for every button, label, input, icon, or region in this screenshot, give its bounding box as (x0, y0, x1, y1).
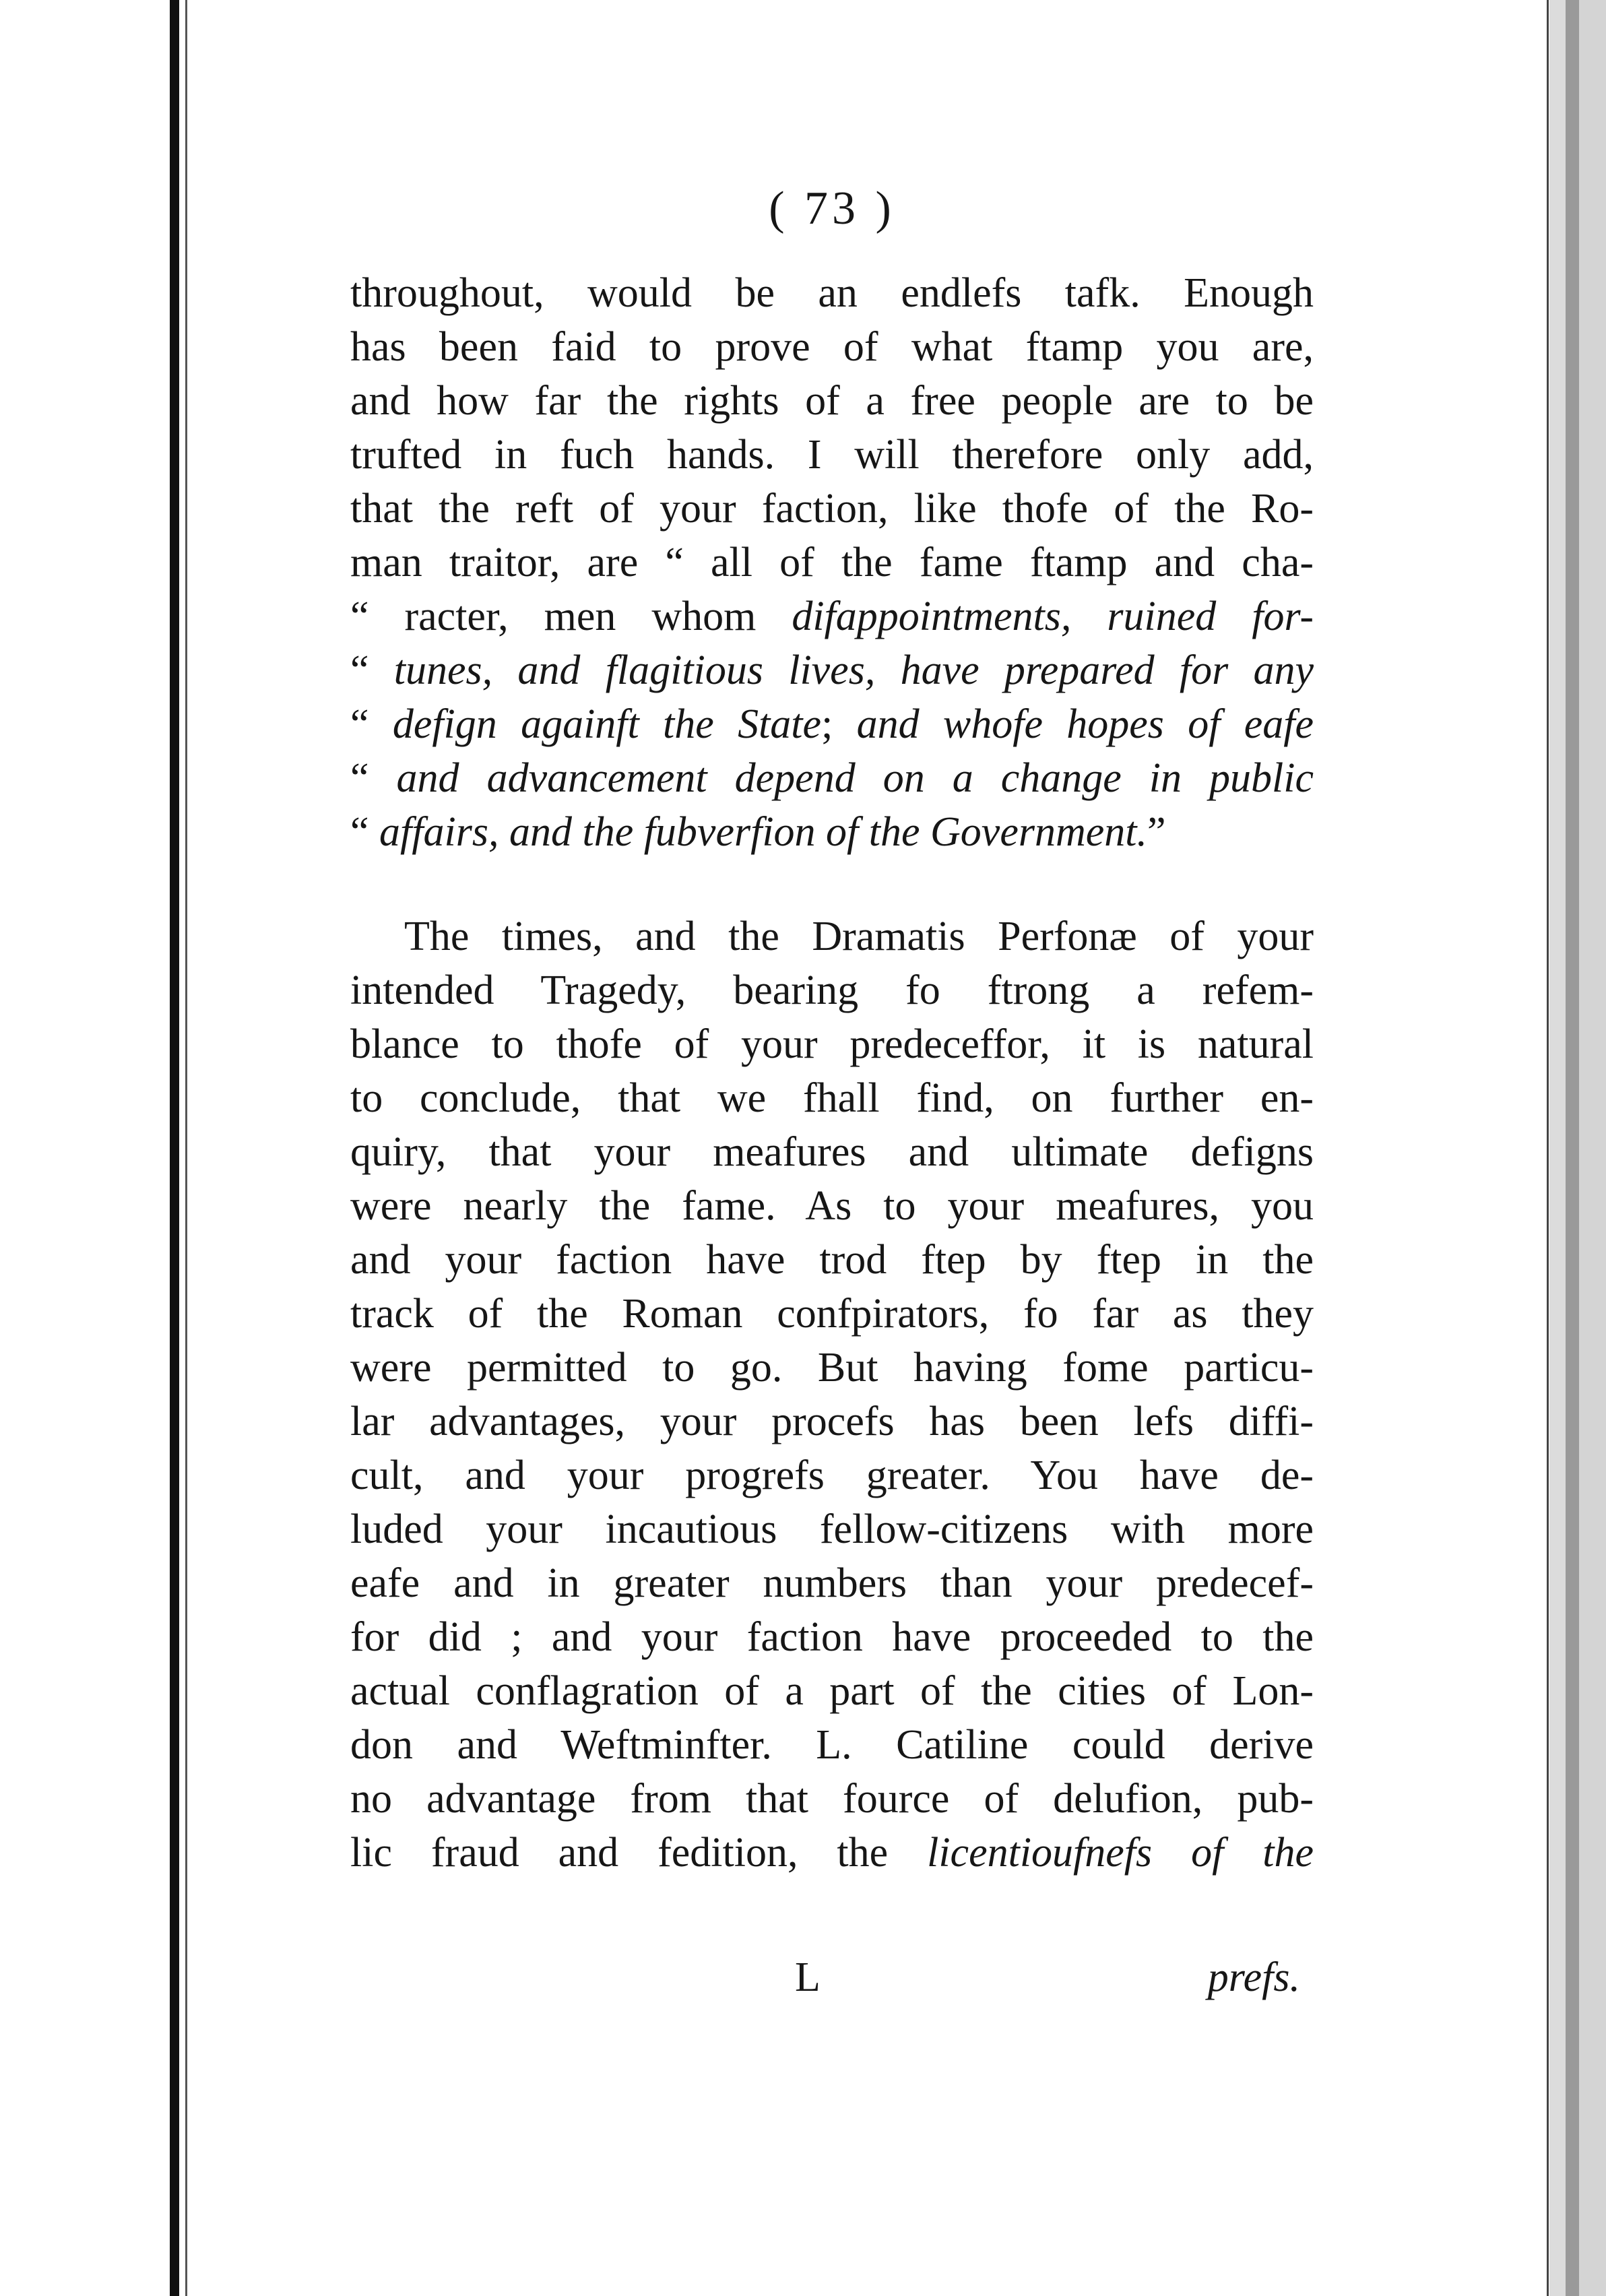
italic-text: and whofe hopes of eafe (856, 701, 1314, 747)
binding-edge-line (185, 0, 187, 2296)
italic-text: tunes, and flagitious lives, have prepared for any (393, 647, 1314, 693)
roman-text: ” (1147, 809, 1166, 855)
page-number-header: ( 73 ) (769, 183, 895, 234)
text-line (350, 963, 1314, 1017)
text-line (350, 1610, 1314, 1664)
text-line (350, 482, 1314, 536)
text-line (350, 536, 1314, 589)
roman-text: The times, and the Dramatis Perfonæ of your (404, 914, 1314, 959)
italic-text: defign againft the State (392, 701, 822, 747)
roman-text: “ racter, men whom (350, 594, 792, 639)
fore-edge-dark (1566, 0, 1579, 2296)
roman-text: throughout, would be an endlefs tafk. Enough (350, 270, 1314, 316)
roman-text: has been faid to prove of what ftamp you are, (350, 324, 1314, 370)
roman-text: blance to thofe of your predeceffor, it is natural (350, 1021, 1314, 1067)
fore-edge-shadow (1549, 0, 1566, 2296)
signature-mark: L (795, 1954, 821, 2000)
fore-edge-line (1547, 0, 1549, 2296)
catchword: prefs. (1207, 1954, 1300, 2000)
italic-text: and advancement depend on a change in public (396, 755, 1314, 801)
roman-text: were nearly the fame. As to your meafures, you (350, 1183, 1314, 1229)
binding-edge (170, 0, 179, 2296)
italic-text: difappointments, ruined for- (792, 594, 1314, 639)
text-line (350, 1502, 1314, 1556)
roman-text: man traitor, are “ all of the fame ftamp and cha- (350, 540, 1314, 585)
text-line (350, 643, 1314, 697)
roman-text: lic fraud and fedition, the (350, 1830, 928, 1876)
text-line (350, 1287, 1314, 1341)
italic-text: licentioufnefs of the (927, 1830, 1314, 1876)
roman-text: “ (350, 701, 393, 747)
text-line (350, 1017, 1314, 1071)
roman-text: “ (350, 647, 394, 693)
book-page (350, 162, 1314, 2210)
text-line (350, 1718, 1314, 1772)
roman-text: eafe and in greater numbers than your predecef- (350, 1560, 1314, 1606)
roman-text: and how far the rights of a free people are to be (350, 378, 1314, 424)
text-line (350, 1772, 1314, 1826)
roman-text: “ (350, 809, 380, 855)
text-line (350, 1233, 1314, 1287)
roman-text: cult, and your progrefs greater. You have de- (350, 1453, 1314, 1498)
roman-text: for did ; and your faction have proceeded to the (350, 1614, 1314, 1660)
text-line (350, 266, 1314, 320)
roman-text: luded your incautious fellow-citizens with more (350, 1506, 1314, 1552)
text-line (350, 1664, 1314, 1718)
text-line (350, 1179, 1314, 1233)
paragraph-1 (350, 266, 1314, 859)
roman-text: to conclude, that we fhall find, on further en- (350, 1075, 1314, 1121)
text-line (350, 1556, 1314, 1610)
roman-text: that the reft of your faction, like thofe of the Ro- (350, 486, 1314, 532)
roman-text: intended Tragedy, bearing fo ftrong a refem- (350, 967, 1314, 1013)
roman-text: actual conflagration of a part of the cities of Lon- (350, 1668, 1314, 1714)
text-line (350, 1125, 1314, 1179)
text-line (350, 751, 1314, 805)
roman-text: “ (350, 755, 397, 801)
text-line (350, 910, 1314, 963)
text-line (350, 805, 1314, 859)
text-line (350, 697, 1314, 751)
roman-text: were permitted to go. But having fome particu- (350, 1345, 1314, 1391)
text-line (350, 589, 1314, 643)
page-footer (350, 1954, 1314, 2014)
roman-text: track of the Roman confpirators, fo far as they (350, 1291, 1314, 1337)
italic-text: affairs, and the fubverfion of the Government. (379, 809, 1147, 855)
text-line (350, 1341, 1314, 1395)
text-line (350, 428, 1314, 482)
scan-margin-left (0, 0, 176, 2296)
roman-text: no advantage from that fource of delufion, pub- (350, 1776, 1314, 1822)
roman-text: don and Weftminfter. L. Catiline could derive (350, 1722, 1314, 1768)
roman-text: lar advantages, your procefs has been lefs diffi- (350, 1399, 1314, 1444)
text-line (350, 374, 1314, 428)
roman-text: quiry, that your meafures and ultimate defigns (350, 1129, 1314, 1175)
roman-text: ; (821, 701, 857, 747)
roman-text: trufted in fuch hands. I will therefore only add, (350, 432, 1314, 478)
paragraph-2 (350, 910, 1314, 1880)
text-line (350, 1071, 1314, 1125)
text-line (350, 1395, 1314, 1448)
fore-edge-light (1579, 0, 1606, 2296)
text-line (350, 320, 1314, 374)
text-line (350, 1448, 1314, 1502)
roman-text: and your faction have trod ftep by ftep in the (350, 1237, 1314, 1283)
text-line (350, 1826, 1314, 1880)
